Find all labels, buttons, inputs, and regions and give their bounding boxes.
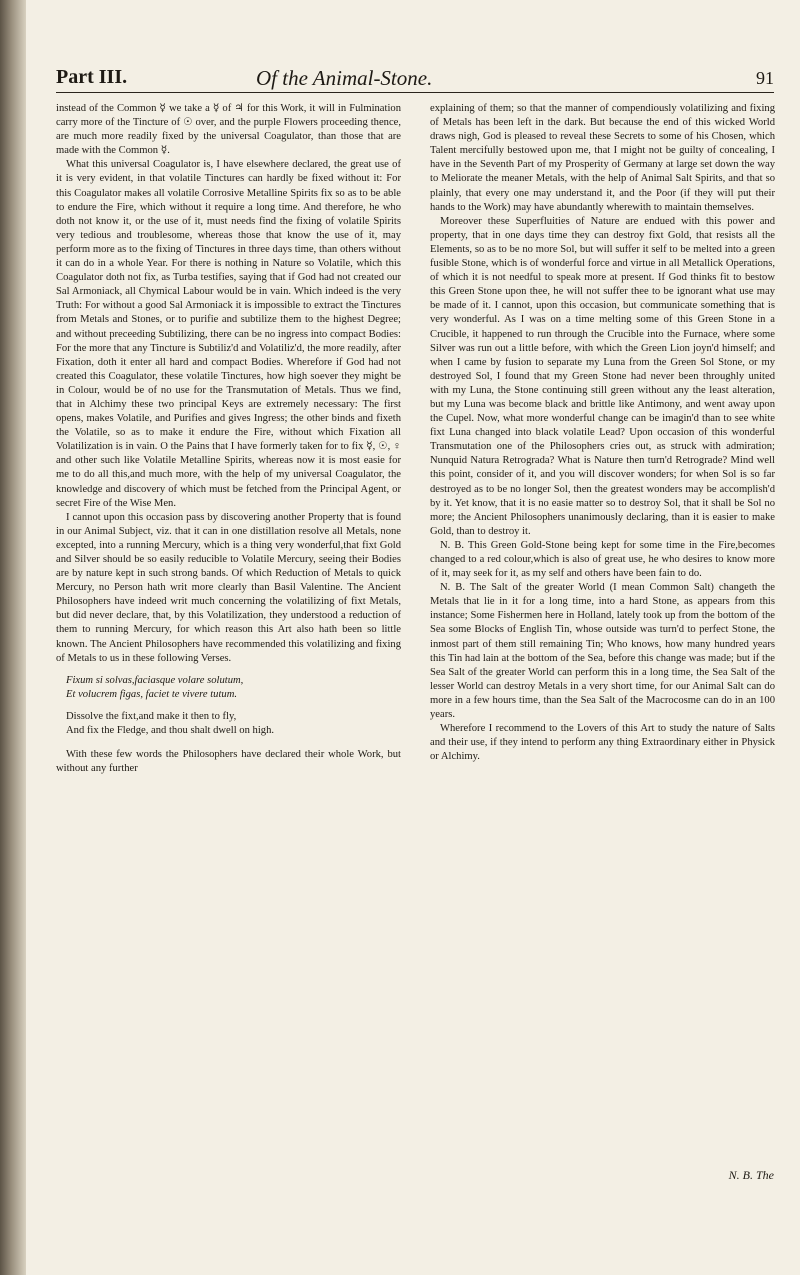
paragraph: explaining of them; so that the manner of compendiously volatilizing and fixing of Metals has been left in the dark. But because the end of this wicked World draws nigh, God is pleased to reveal these Secrets to some of his Chosen, which Talent mercifully bestowed upon me, that I might not be guilty of concealing, I have in the Seventh Part of my Prosperity of Germany at large set down the way to Meliorate the meaner Metals, with the help of Animal Salt Spirits, and that so plainly, that every one may understand it, and the Poor (if they will put their hands to the Work) may have abundantly wherewith to maintain themselves. [430,103,775,213]
verse-line: Et volucrem figas, faciet te vivere tutum. [66,688,238,700]
left-column [56,102,401,776]
paragraph: With these few words the Philosophers have declared their whole Work, but without any further [56,749,401,775]
running-title: Of the Animal-Stone. [256,66,433,90]
english-verse [66,710,401,738]
paragraph: N. B. This Green Gold-Stone being kept for some time in the Fire,becomes changed to a red colour,which is also of great use, he who desires to know more of it, may seek for it, as my self and others have been fain to do. [430,539,775,580]
paragraph: instead of the Common ☿ we take a ☿ of ♃ for this Work, it will in Fulmination carry more of the Tincture of ☉ over, and the purple Flowers proceeding thence, are much more readily fixed by the universal Coagulator, than those that are made with the Common ☿. [56,103,401,157]
paragraph: Moreover these Superfluities of Nature are endued with this power and property, that in one days time they can destroy fixt Gold, that resists all the Elements, so as to be no more Sol, but will suffer it self to be melted into a green fusible Stone, which is of wonderful force and virtue in all Metallick Operations, of which it is not needful to speak more at present. If God thinks fit to bestow this Green Stone upon thee, he will not suffer thee to be ignorant what use may be made of it. I cannot, upon this occasion, but communicate something that is very wonderful. As I was on a time melting some of this Green Stone in a Crucible, it happened to run through the Crucible into the Furnace, where some Silver was run out a little before, with which the Green Lion joyn'd himself; and when I came by fusion to separate my Luna from the Green Sol Stone, or my destroyed Sol, I found that my Green Stone had never been throughly united with my Luna, the Stone continuing still green without any the least alteration, but my Luna was become black and brittle like Antimony, and went away upon the Cupel. Now, what more wonderful change can be imagin'd than to see white fixt Luna changed into black volatile Lead? Upon occasion of this wonderful Transmutation one of the Philosophers cries out, as struck with admiration; Nunquid Natura Retrograda? What is Nature then turn'd Retrograde? Mind well this point, consider of it, and you will discover wonders; for when Sol is so far destroyed as to be no longer Sol, then the greatest wonders may be accomplish'd by it. Yet know, that it is no easie matter so to destroy Sol, that it shall be Sol no more; the Ancient Philosophers unanimously declaring, than it is easier to make Gold, than to destroy it. [430,215,775,537]
paragraph: What this universal Coagulator is, I have elsewhere declared, the great use of it is very evident, in that volatile Tinctures can hardly be fixed without it: For this Coagulator makes all volatile Corrosive Metalline Spirits fix so as to be able to endure the Fire, which without it require a long time. And therefore, he who doth not know it, or the use of it, must needs find the fixing of volatile Spirits very tedious and troublesome, whereas those that know the use of it, may perform more as to the fixing of Tinctures in three days time, than others without it can do in a whole Year. For there is nothing in Nature so Volatile, which this Coagulator doth not fix, as Turba testifies, saying that if God had not created our Sal Armoniack, all Chymical Labour would be in vain. Which indeed is the very Truth: For without a good Sal Armoniack it is impossible to extract the Tinctures from Metals and Stones, or to purifie and subtilize them to the highest Degree; and without preceeding Subtilizing, there can be no ingress into compact Bodies: For the more that any Tincture is Subtiliz'd and Volatiliz'd, the more readily, after Fixation, doth it enter all hard and compact Bodies. Wherefore if God had not created this Coagulator, these volatile Tinctures, how high soever they might be in Colour, would be of no use for the Transmutation of Metals. Thus we find, that in Alchimy these two principal Keys are extremely necessary: The first opens, makes Volatile, and Purifies and gives Ingress; the other binds and fixeth the Volatile, so as to make it endure the Fire, without which Fixation all Volatilization is in vain. O the Pains that I have formerly taken for to fix ☿, ☉, ♀ and other such like Volatile Metalline Spirits, whereas now it is most easie for me to do all this,and much more, with the help of my universal Coagulator, the knowledge and discovery of which must be fetched from the Principal Agent, or secret Fire of the Wise Men. [56,159,401,509]
paragraph: I cannot upon this occasion pass by discovering another Property that is found in our Animal Subject, viz. that it can in one distillation resolve all Metals, none excepted, into a running Mercury, which is a thing very wonderful,that fixt Gold and Silver should be so easily reducible to Volatile Mercury, seeing their Bodies are by nature kept in such strong bands. Of which Reduction of Metals to quick Mercury, no Person hath writ more clearly than Basil Valentine. The Ancient Philosophers have indeed writ much concerning the volatilizing of fixt Metals, but did never declare, that, by this Volatilization, they understood a reduction of them to running Mercury, for which reason this Art also hath been so little known. The Ancient Philosophers have recommended this volatilizing and fixing of Metals to us in these following Verses. [56,511,401,664]
part-label: Part III. [56,66,128,88]
catchword: N. B. The [728,1168,774,1182]
page-number: 91 [756,68,774,88]
verse-line: Dissolve the fixt,and make it then to fly, [66,710,237,722]
verse-line: And fix the Fledge, and thou shalt dwell on high. [66,725,275,737]
right-column [430,102,775,764]
latin-verse [66,674,401,702]
verse-line: Fixum si solvas,faciasque volare solutum, [66,674,244,686]
paragraph: Wherefore I recommend to the Lovers of this Art to study the nature of Salts and their use, if they intend to perform any thing Extraordinary either in Physick or Alchimy. [430,723,775,763]
paragraph: N. B. The Salt of the greater World (I mean Common Salt) changeth the Metals that lie in it for a long time, into a hard Stone, as appears from this instance; Some Fishermen here in Holland, lately took up from the bottom of the Sea some Blocks of English Tin, whose outside was turn'd to perfect Stone, the inmost part of them still remaining Tin; Who knows, how many hundred years this Tin had lain at the bottom of the Sea, before this change was made; but if the Sea Salt of the greater World can perform this in a long time, the Sea Salt of the lesser World can destroy Metals in a very short time, for our Animal Salt can do more in a few hours time, than the Sea Salt of the Macrocosme can do in an 100 years. [430,582,775,721]
book-page [26,0,800,1275]
book-spine-shadow [0,0,26,1275]
running-header [56,64,774,93]
